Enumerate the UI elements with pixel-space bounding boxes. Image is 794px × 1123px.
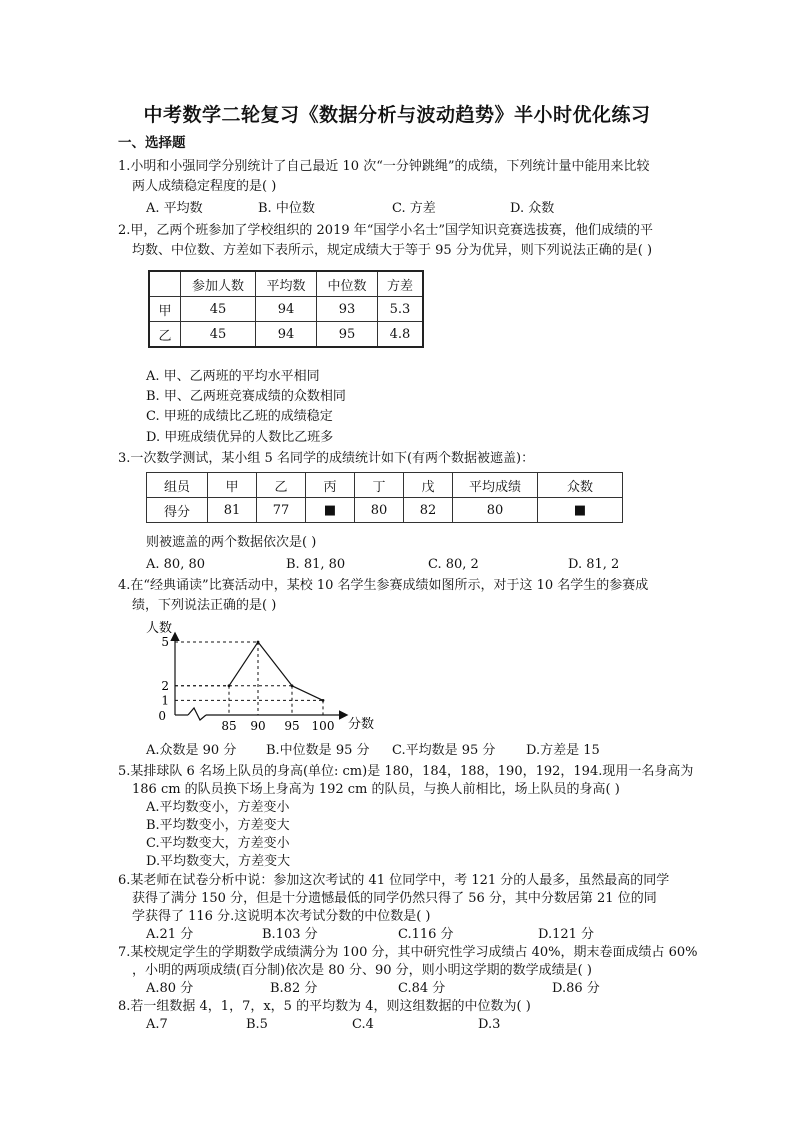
- table-cell: 77: [257, 498, 306, 523]
- q6-stem-line1: 6.某老师在试卷分析中说：参加这次考试的 41 位同学中，考 121 分的人最多，虽然最高的同学: [118, 873, 670, 888]
- table-row: [147, 498, 623, 523]
- q4-stem-line2: 绩，下列说法正确的是( ): [132, 598, 277, 613]
- q6-option-c: C.116 分: [398, 927, 454, 942]
- q3-option-d: D. 81, 2: [568, 557, 620, 572]
- section-heading: 一、选择题: [118, 135, 186, 151]
- q6-stem-line2: 获得了满分 150 分，但是十分遗憾最低的同学仍然只得了 56 分，其中分数居第 21 位的同: [132, 891, 657, 906]
- q8-stem-line1: 8.若一组数据 4，1，7，x，5 的平均数为 4，则这组数据的中位数为( ): [118, 999, 531, 1014]
- data-point: [291, 684, 294, 687]
- table-header-row: [149, 271, 423, 297]
- q8-option-b: B.5: [246, 1017, 268, 1032]
- x-tick-label: 85: [221, 719, 237, 733]
- x-tick-label: 95: [284, 719, 300, 733]
- q2-option-d: D. 甲班成绩优异的人数比乙班多: [146, 430, 334, 445]
- q2-option-a: A. 甲、乙两班的平均水平相同: [146, 369, 320, 384]
- q6-option-b: B.103 分: [262, 927, 318, 942]
- table-cell: 81: [208, 498, 257, 523]
- table-cell: 80: [453, 498, 538, 523]
- y-tick-label: 5: [161, 635, 169, 649]
- page-title: 中考数学二轮复习《数据分析与波动趋势》半小时优化练习: [143, 104, 651, 126]
- y-tick-label: 1: [161, 693, 169, 708]
- q2-option-b: B. 甲、乙两班竞赛成绩的众数相同: [146, 389, 346, 404]
- q3-score-table: [146, 472, 623, 523]
- table-header-cell: 丁: [355, 473, 404, 498]
- table-row: [149, 322, 423, 348]
- table-header-cell: 戊: [404, 473, 453, 498]
- series-line-segment: [292, 686, 323, 701]
- q4-line-chart: [140, 612, 400, 738]
- data-point: [257, 641, 260, 644]
- q3-option-a: A. 80, 80: [146, 557, 206, 572]
- table-row: [149, 297, 423, 322]
- q4-option-c: C.平均数是 95 分: [392, 743, 496, 758]
- q7-option-d: D.86 分: [552, 981, 600, 996]
- q5-stem-line1: 5.某排球队 6 名场上队员的身高(单位: cm)是 180，184，188，190，192，194.现用一名身高为: [118, 764, 694, 779]
- table-header-cell: 平均成绩: [453, 473, 538, 498]
- origin-label: 0: [158, 709, 166, 723]
- data-point: [228, 684, 231, 687]
- q2-stem-line1: 2.甲，乙两个班参加了学校组织的 2019 年“国学小名士”国学知识竞赛选拔赛，他们成绩的平: [118, 223, 654, 238]
- data-point: [322, 699, 325, 702]
- q1-stem-line1: 1.小明和小强同学分别统计了自己最近 10 次“一分钟跳绳”的成绩，下列统计量中能用来比较: [118, 159, 650, 174]
- q1-option-b: B. 中位数: [258, 201, 315, 216]
- q7-option-a: A.80 分: [146, 981, 194, 996]
- q6-option-d: D.121 分: [538, 927, 595, 942]
- q2-stem-line2: 均数、中位数、方差如下表所示，规定成绩大于等于 95 分为优异，则下列说法正确的是( ): [132, 243, 653, 258]
- table-header-cell: 组员: [147, 473, 208, 498]
- table-cell: 45: [181, 297, 256, 322]
- q3-stem-line1: 3.一次数学测试，某小组 5 名同学的成绩统计如下(有两个数据被遮盖)：: [118, 451, 535, 466]
- table-cell: 80: [355, 498, 404, 523]
- q3-stem-line2: 则被遮盖的两个数据依次是( ): [146, 535, 317, 550]
- series-line-segment: [258, 642, 292, 686]
- table-cell: 94: [256, 322, 317, 348]
- y-axis-label: 人数: [146, 621, 173, 636]
- q5-option-d: D.平均数变大，方差变大: [146, 854, 291, 869]
- q1-option-a: A. 平均数: [146, 201, 203, 216]
- q8-option-d: D.3: [478, 1017, 501, 1032]
- table-cell: ■: [538, 498, 623, 523]
- x-axis-label: 分数: [348, 717, 375, 732]
- table-cell: 82: [404, 498, 453, 523]
- q7-option-b: B.82 分: [270, 981, 318, 996]
- q5-option-c: C.平均数变大，方差变小: [146, 836, 290, 851]
- table-header-cell: 丙: [306, 473, 355, 498]
- x-tick-label: 90: [250, 719, 266, 733]
- table-cell: 4.8: [378, 322, 424, 348]
- table-header-cell: 众数: [538, 473, 623, 498]
- q4-option-a: A.众数是 90 分: [146, 743, 237, 758]
- q8-option-a: A.7: [146, 1017, 168, 1032]
- table-cell: 乙: [149, 322, 181, 348]
- table-header-cell: 乙: [257, 473, 306, 498]
- axis-break-icon: [188, 708, 206, 720]
- q5-option-a: A.平均数变小，方差变小: [146, 800, 290, 815]
- q6-option-a: A.21 分: [146, 927, 194, 942]
- q6-stem-line3: 学获得了 116 分.这说明本次考试分数的中位数是( ): [132, 909, 431, 924]
- table-cell: 45: [181, 322, 256, 348]
- table-header-cell: 参加人数: [181, 271, 256, 297]
- table-cell: 94: [256, 297, 317, 322]
- q7-stem-line2: ，小明的两项成绩(百分制)依次是 80 分、90 分，则小明这学期的数学成绩是( ): [132, 963, 592, 978]
- x-tick-label: 100: [311, 719, 335, 733]
- table-header-cell: 中位数: [317, 271, 378, 297]
- q1-stem-line2: 两人成绩稳定程度的是( ): [132, 179, 277, 194]
- q4-option-d: D.方差是 15: [526, 743, 600, 758]
- table-cell: 得分: [147, 498, 208, 523]
- q5-stem-line2: 186 cm 的队员换下场上身高为 192 cm 的队员，与换人前相比，场上队员的身高( ): [132, 782, 620, 797]
- q2-option-c: C. 甲班的成绩比乙班的成绩稳定: [146, 409, 333, 424]
- table-header-cell: 方差: [378, 271, 424, 297]
- q1-option-c: C. 方差: [392, 201, 436, 216]
- table-cell: 甲: [149, 297, 181, 322]
- q1-option-d: D. 众数: [510, 201, 555, 216]
- table-header-row: [147, 473, 623, 498]
- table-header-cell: 甲: [208, 473, 257, 498]
- table-cell: 95: [317, 322, 378, 348]
- q7-option-c: C.84 分: [398, 981, 446, 996]
- q3-option-c: C. 80, 2: [428, 557, 479, 572]
- q7-stem-line1: 7.某校规定学生的学期数学成绩满分为 100 分，其中研究性学习成绩占 40%，期末卷面成绩占 60%: [118, 945, 698, 960]
- table-cell: 5.3: [378, 297, 424, 322]
- table-header-cell: [149, 271, 181, 297]
- q5-option-b: B.平均数变小，方差变大: [146, 818, 290, 833]
- y-tick-label: 2: [161, 678, 169, 693]
- q2-stats-table: [148, 270, 424, 348]
- q4-option-b: B.中位数是 95 分: [266, 743, 370, 758]
- table-cell: ■: [306, 498, 355, 523]
- table-cell: 93: [317, 297, 378, 322]
- table-header-cell: 平均数: [256, 271, 317, 297]
- q4-stem-line1: 4.在“经典诵读”比赛活动中，某校 10 名学生参赛成绩如图所示，对于这 10 名学生的参赛成: [118, 578, 649, 593]
- q3-option-b: B. 81, 80: [286, 557, 346, 572]
- q8-option-c: C.4: [352, 1017, 374, 1032]
- series-line-segment: [229, 642, 258, 686]
